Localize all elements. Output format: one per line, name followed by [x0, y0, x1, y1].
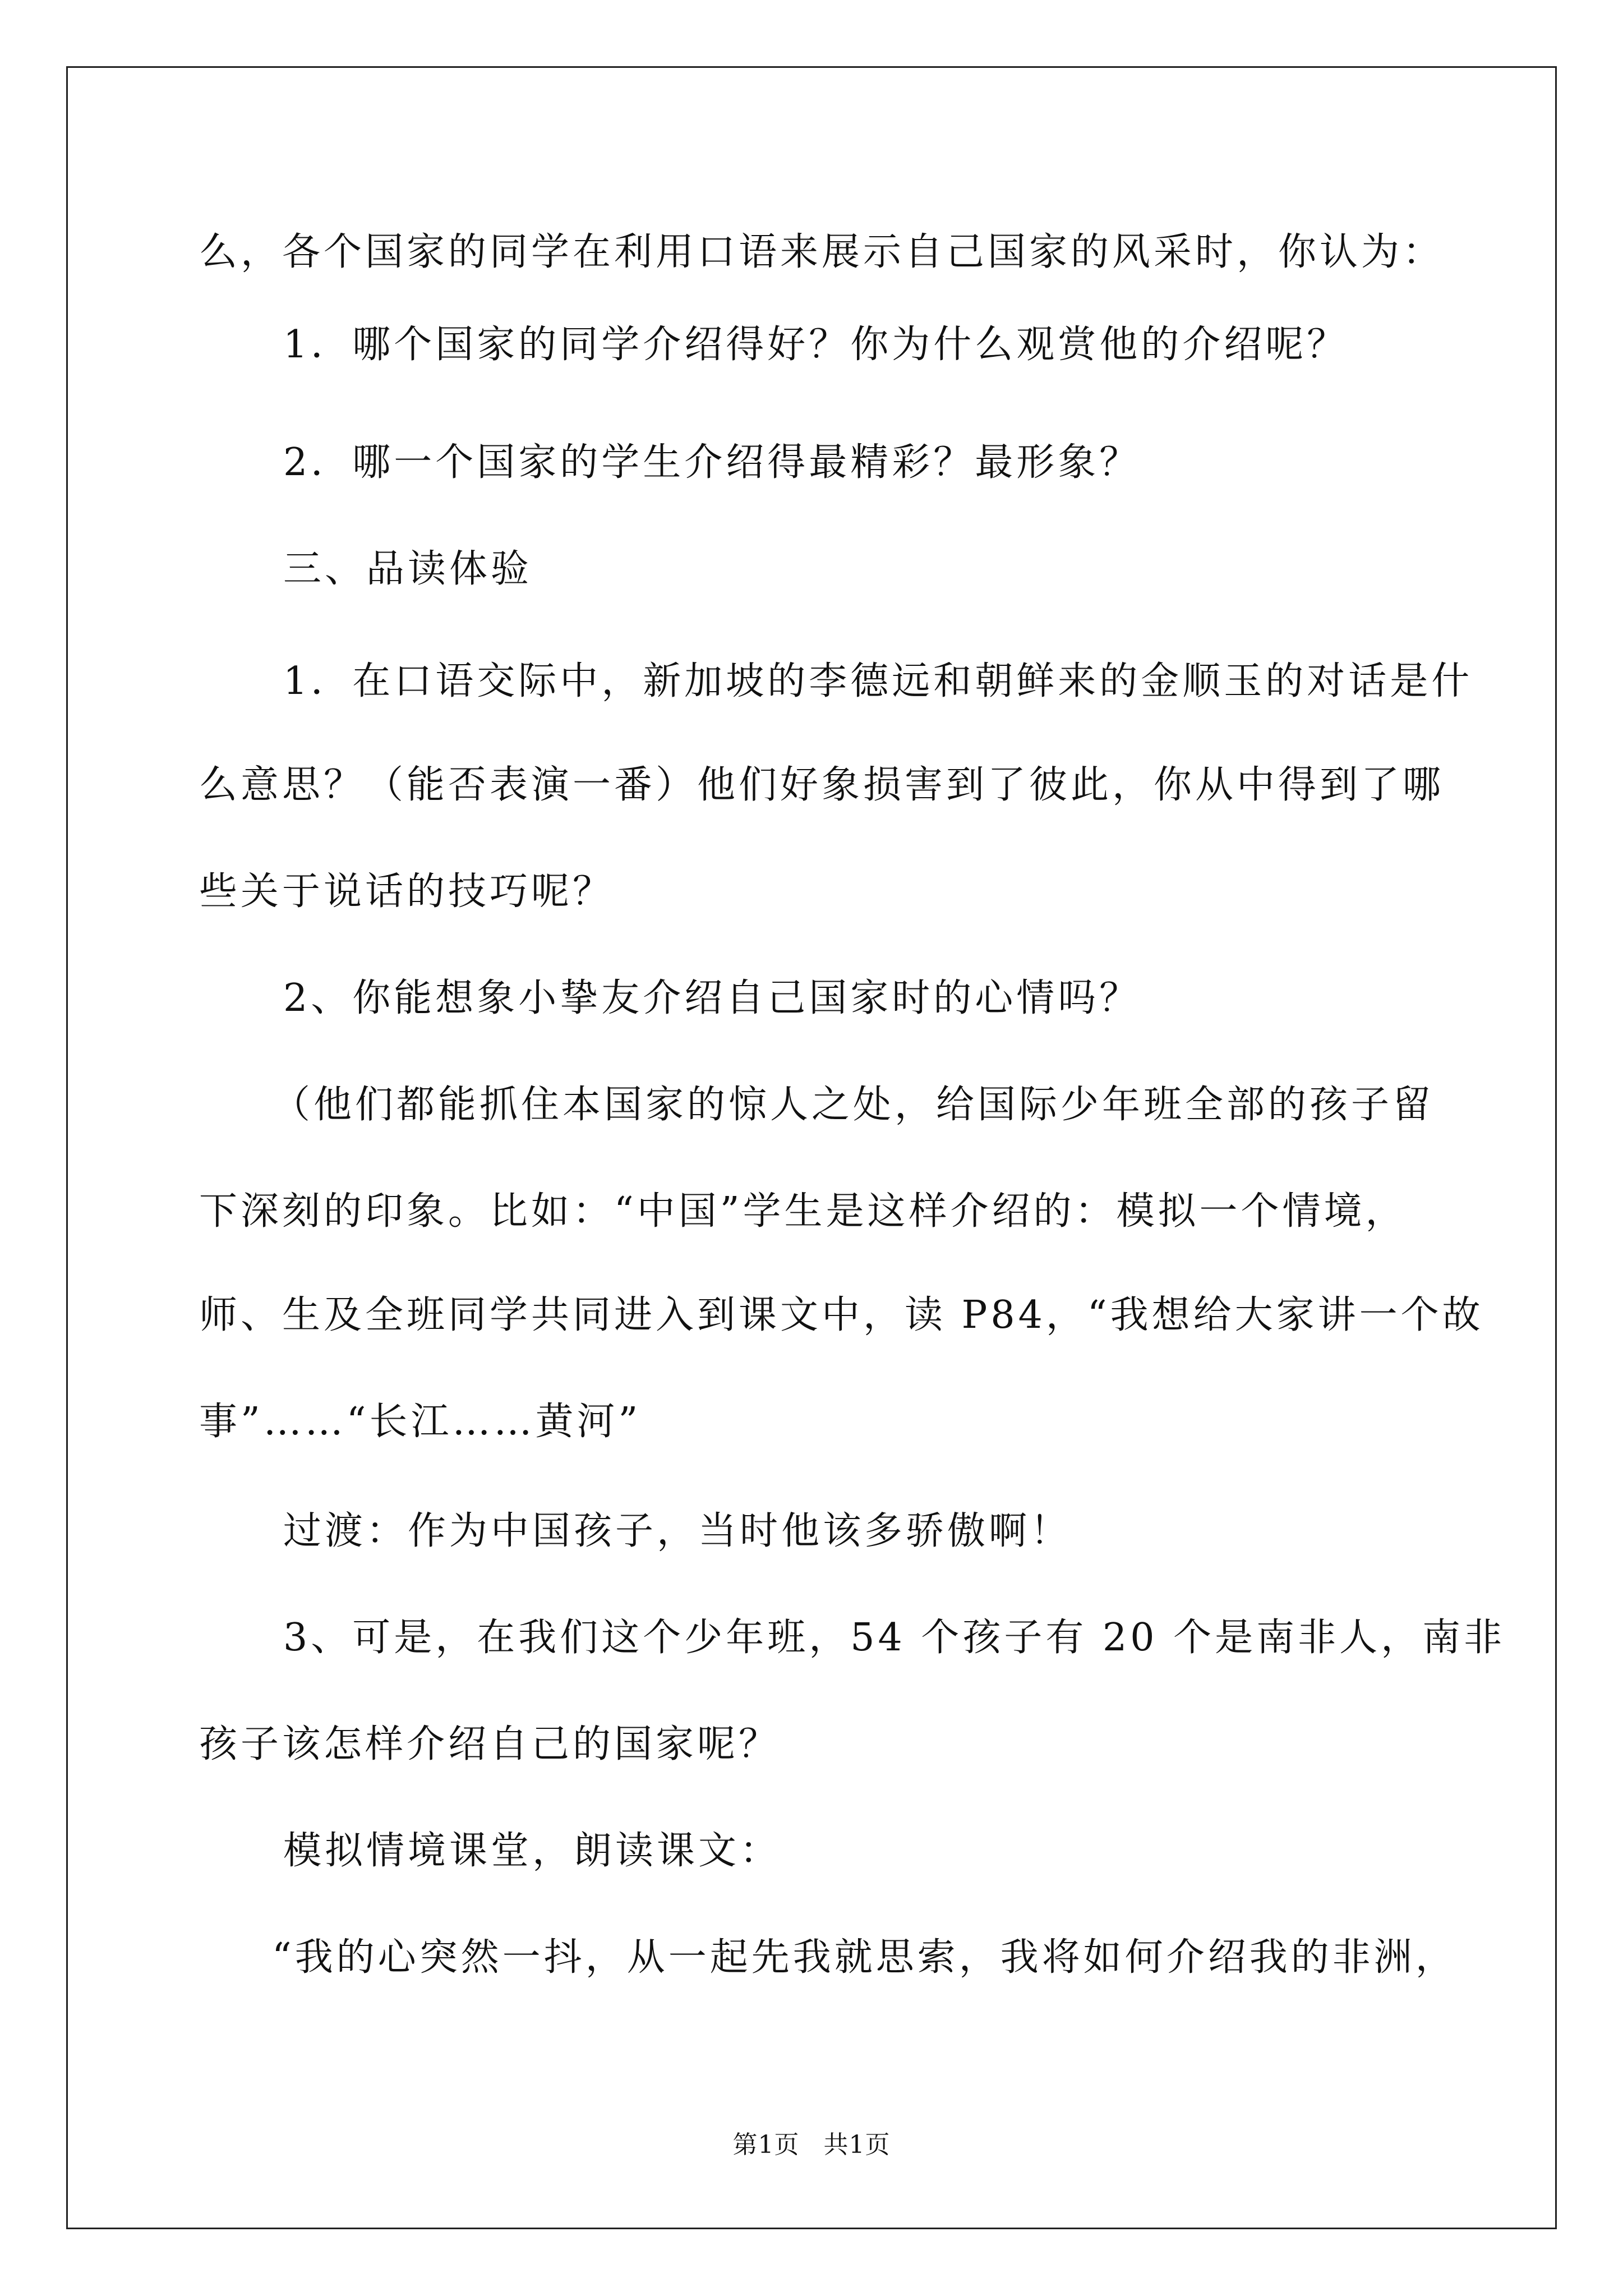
text-line: “我的心突然一抖，从一起先我就思索，我将如何介绍我的非洲，	[272, 1935, 1457, 1980]
text-line: （他们都能抓住本国家的惊人之处，给国际少年班全部的孩子留	[272, 1083, 1435, 1127]
section-heading: 三、品读体验	[283, 547, 533, 591]
text-line: 师、生及全班同学共同进入到课文中，读 P84，“我想给大家讲一个故	[199, 1293, 1484, 1337]
text-line: 么意思？（能否表演一番）他们好象损害到了彼此，你从中得到了哪	[199, 763, 1445, 807]
page-number: 第1页	[732, 2131, 800, 2159]
text-line: 模拟情境课堂，朗读课文：	[283, 1829, 782, 1873]
text-line: 下深刻的印象。比如：“中国”学生是这样介绍的：模拟一个情境，	[199, 1189, 1407, 1234]
page-total: 共1页	[823, 2131, 891, 2159]
text-line: 事”……“长江……黄河”	[199, 1400, 642, 1444]
text-line: 2、你能想象小挚友介绍自己国家时的心情吗？	[283, 976, 1141, 1020]
text-line: 些关于说话的技巧呢？	[199, 869, 615, 914]
text-line: 3、可是，在我们这个少年班，54 个孩子有 20 个是南非人，南非	[283, 1616, 1506, 1660]
list-item: 2．哪一个国家的学生介绍得最精彩？最形象？	[283, 440, 1141, 485]
text-line: 么，各个国家的同学在利用口语来展示自己国家的风采时，你认为：	[199, 230, 1445, 274]
text-line: 1．在口语交际中，新加坡的李德远和朝鲜来的金顺玉的对话是什	[283, 659, 1473, 703]
text-line: 过渡：作为中国孩子，当时他该多骄傲啊！	[283, 1509, 1072, 1553]
page-border	[66, 66, 1557, 2229]
text-line: 孩子该怎样介绍自己的国家呢？	[199, 1722, 781, 1766]
page-footer	[0, 2129, 1623, 2161]
list-item: 1．哪个国家的同学介绍得好？你为什么观赏他的介绍呢？	[283, 323, 1349, 367]
